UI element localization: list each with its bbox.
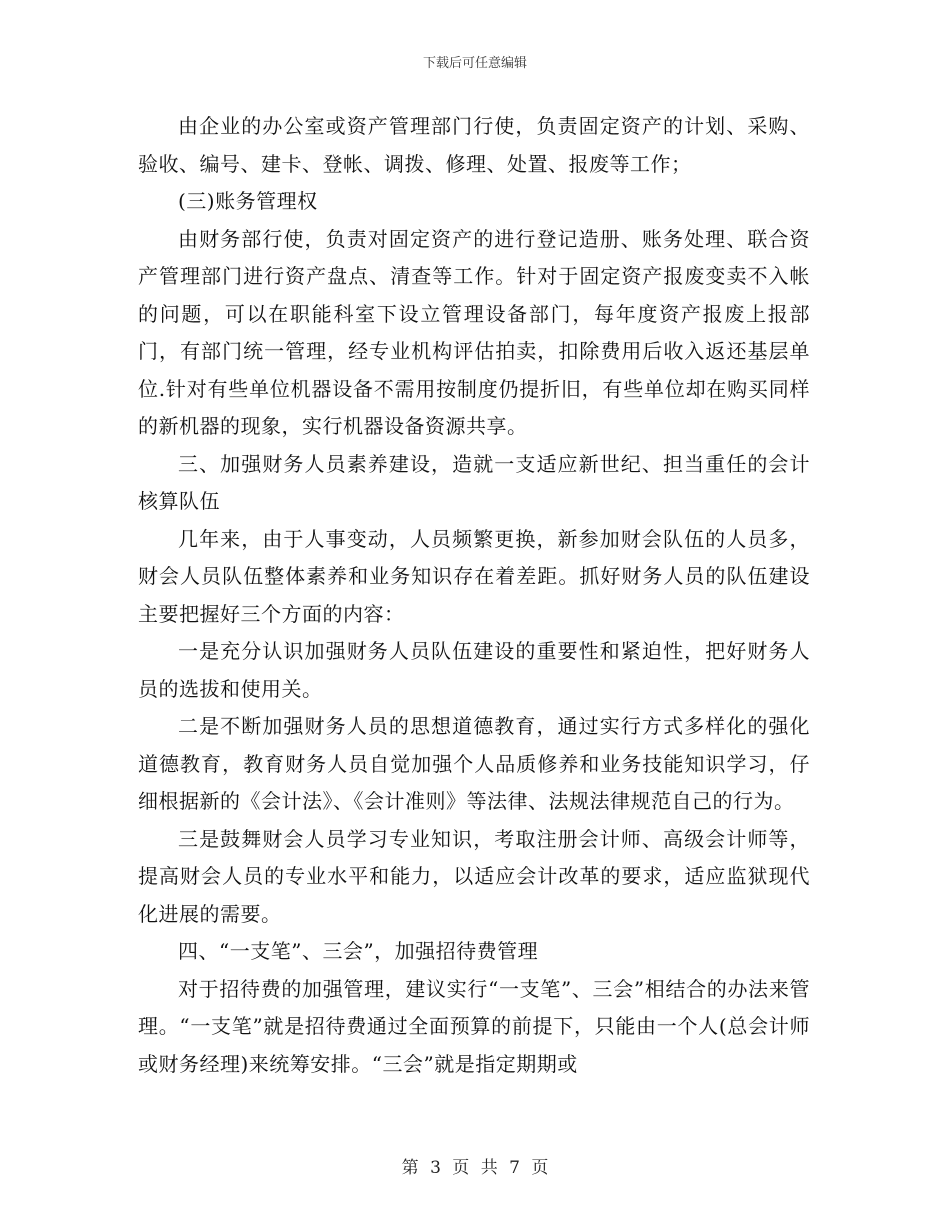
paragraph-point-two: 二是不断加强财务人员的思想道德教育，通过实行方式多样化的强化道德教育，教育财务人员自觉加强个人品质修养和业务技能知识学习，仔细根据新的《会计法》、《会计准则》等法律、法规法律规范自己的行为。 (138, 714, 810, 813)
paragraph-staff-changes: 几年来，由于人事变动，人员频繁更换，新参加财会队伍的人员多，财会人员队伍整体素养和业务知识存在着差距。抓好财务人员的队伍建设主要把握好三个方面的内容： (138, 526, 810, 626)
page-number: 第 3 页 共 7 页 (401, 1158, 549, 1178)
paragraph-asset-dept: 由企业的办公室或资产管理部门行使，负责固定资产的计划、采购、验收、编号、建卡、登帐、调拨、修理、处置、报废等工作； (138, 114, 810, 176)
document-body (138, 108, 810, 1083)
heading-accounting-right: (三)账务管理权 (178, 189, 318, 213)
paragraph-entertainment: 对于招待费的加强管理，建议实行“一支笔”、三会”相结合的办法来管理。“一支笔”就是招待费通过全面预算的前提下，只能由一个人(总会计师或财务经理)来统筹安排。“三会”就是指定期期或 (138, 976, 810, 1076)
paragraph-point-three: 三是鼓舞财会人员学习专业知识，考取注册会计师、高级会计师等，提高财会人员的专业水平和能力，以适应会计改革的要求，适应监狱现代化进展的需要。 (138, 826, 810, 926)
page-header-note: 下载后可任意编辑 (422, 56, 527, 71)
paragraph-point-one: 一是充分认识加强财务人员队伍建设的重要性和紧迫性，把好财务人员的选拔和使用关。 (138, 639, 810, 701)
heading-section-four: 四、“一支笔”、三会”，加强招待费管理 (178, 939, 539, 963)
paragraph-finance-dept: 由财务部行使，负责对固定资产的进行登记造册、账务处理、联合资产管理部门进行资产盘点、清查等工作。针对于固定资产报废变卖不入帐的问题，可以在职能科室下设立管理设备部门，每年度资产报废上报部门，有部门统一管理，经专业机构评估拍卖，扣除费用后收入返还基层单位.针对有些单位机器设备不需用按制度仍提折旧，有些单位却在购买同样的新机器的现象，实行机器设备资源共享。 (138, 226, 810, 438)
heading-section-three: 三、加强财务人员素养建设，造就一支适应新世纪、担当重任的会计核算队伍 (138, 451, 810, 513)
